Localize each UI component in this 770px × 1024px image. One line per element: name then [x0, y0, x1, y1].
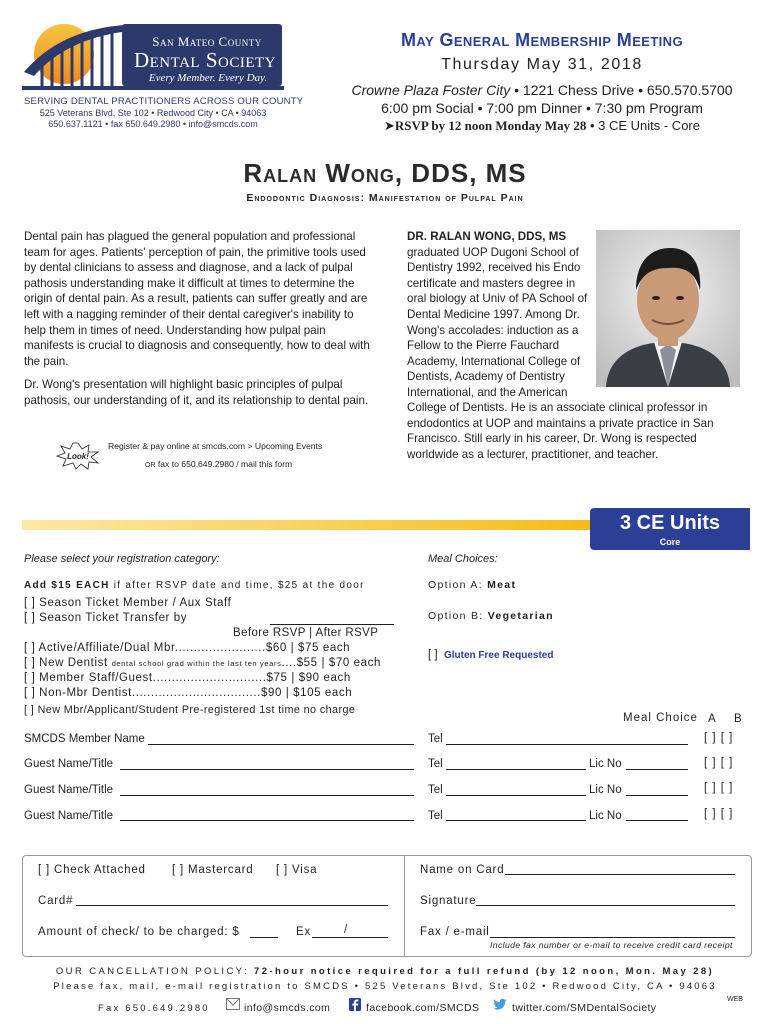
card-number-input[interactable]: [76, 905, 388, 906]
check-attached-option[interactable]: [ ] Check Attached: [38, 864, 146, 876]
lic-input[interactable]: [626, 795, 688, 796]
gluten-free-option[interactable]: [428, 649, 553, 661]
option-note: 1st time no charge: [255, 704, 356, 716]
guest-name-label: Guest Name/Title: [24, 784, 114, 796]
tel-label: Tel: [428, 733, 443, 745]
rsvp-deadline: RSVP by 12 noon Monday May 28: [394, 118, 587, 133]
cancellation-policy: [0, 966, 770, 977]
tel-input[interactable]: [446, 795, 586, 796]
gluten-checkbox[interactable]: [ ]: [428, 649, 438, 661]
tel-label: Tel: [428, 758, 443, 770]
bio-line: Dentists, Academy of Dentistry: [407, 370, 565, 384]
org-serving: SERVING DENTAL PRACTITIONERS ACROSS OUR COUNTY: [24, 96, 304, 107]
tel-label: Tel: [428, 784, 443, 796]
bio-line: International, and the American: [407, 385, 568, 399]
venue-details: • 1221 Chess Drive • 650.570.5700: [510, 82, 733, 98]
lic-label: Lic No: [589, 784, 622, 796]
register-fax: [145, 459, 292, 469]
divider-band: [22, 520, 619, 530]
tel-input[interactable]: [446, 769, 586, 770]
facebook-icon: [349, 998, 361, 1011]
amount-input[interactable]: [250, 937, 278, 938]
meal-col-b: B: [734, 713, 742, 725]
meeting-title: May General Membership Meeting: [401, 30, 683, 50]
option-qualifier: dental school grad within the last ten years: [111, 659, 282, 668]
register-or: OR: [145, 462, 156, 469]
late-fee-rest: if after RSVP date and time, $25 at the door: [109, 580, 365, 591]
option-b-value: Vegetarian: [487, 610, 554, 622]
card-number-label: Card#: [38, 895, 74, 907]
register-fax-text: fax to 650.649.2980 / mail this form: [155, 459, 293, 469]
mail-instructions: Please fax, mail, e-mail registration to SMCDS • 525 Veterans Blvd, Ste 102 • Redwood City, CA • 94063: [53, 981, 717, 992]
footer-twitter[interactable]: twitter.com/SMDentalSociety: [512, 1002, 657, 1014]
policy-label: OUR CANCELLATION POLICY:: [55, 966, 255, 977]
option-label: [ ] New Dentist: [24, 657, 112, 669]
season-transfer-option[interactable]: [ ] Season Ticket Transfer by: [24, 612, 188, 624]
meeting-date: Thursday May 31, 2018: [441, 56, 643, 73]
meeting-venue: [330, 82, 754, 98]
late-fee-note: [24, 580, 365, 591]
option-a-label: Option A:: [428, 579, 488, 591]
meal-checkboxes[interactable]: [ ] [ ]: [704, 782, 734, 794]
venue-place: Crowne Plaza Foster City: [351, 82, 511, 98]
category-new-member[interactable]: [24, 704, 355, 716]
meal-option-a: [428, 579, 516, 591]
lic-label: Lic No: [589, 758, 622, 770]
speaker-name: Ralan Wong, DDS, MS: [243, 158, 527, 188]
footer-facebook[interactable]: facebook.com/SMCDS: [366, 1002, 480, 1014]
talk-topic: Endodontic Diagnosis: Manifestation of Pulpal Pain: [246, 192, 524, 204]
option-price: $60 | $75 each: [265, 642, 351, 654]
tel-label: Tel: [428, 810, 443, 822]
category-non-member[interactable]: [24, 687, 352, 699]
option-a-value: Meat: [487, 579, 517, 591]
signature-input[interactable]: [476, 905, 735, 906]
arrow-icon: ➤: [384, 118, 395, 133]
option-b-label: Option B:: [428, 610, 488, 622]
ce-badge-type: Core: [659, 537, 681, 547]
bio-continued: College of Dentists. He is an associate clinical professor in endodontics at UOP and maintains a private practice in San Francisco. Still early in his career, Dr. Wong is respected worldwide as a lecturer, practitioner, and teacher.: [407, 401, 714, 461]
signature-label: Signature: [420, 895, 477, 907]
org-name-line1: San Mateo County: [152, 34, 262, 49]
guest-name-input[interactable]: [120, 820, 414, 821]
bio-line: Fellow to the Pierre Fauchard: [407, 339, 560, 353]
option-label: [ ] Active/Affiliate/Dual Mbr: [24, 642, 175, 654]
guest-name-label: Guest Name/Title: [24, 810, 114, 822]
payment-divider: [404, 855, 405, 957]
meal-col-a: A: [708, 713, 716, 725]
season-member-option[interactable]: [ ] Season Ticket Member / Aux Staff: [24, 597, 232, 609]
late-fee-bold: Add $15 EACH: [24, 580, 110, 591]
org-tagline: Every Member. Every Day.: [148, 72, 268, 84]
name-on-card-label: Name on Card: [420, 864, 505, 876]
bio-name: DR. RALAN WONG, DDS, MS: [407, 230, 567, 243]
expiry-input[interactable]: [312, 937, 388, 938]
ce-badge-units: 3 CE Units: [619, 512, 721, 534]
fax-email-label: Fax / e-mail: [420, 926, 490, 938]
member-name-input[interactable]: [148, 744, 414, 745]
lic-input[interactable]: [626, 769, 688, 770]
footer-email[interactable]: info@smcds.com: [244, 1002, 331, 1014]
receipt-note: Include fax number or e-mail to receive credit card receipt: [490, 940, 733, 950]
bio-line: Dentistry 1992, received his Endo: [407, 261, 581, 275]
option-price: $90 | $105 each: [260, 687, 353, 699]
member-name-label: SMCDS Member Name: [24, 733, 145, 745]
policy-terms: 72-hour notice required for a full refund (by 12 noon, Mon. May 28): [254, 966, 715, 977]
meal-checkboxes[interactable]: [ ] [ ]: [704, 732, 734, 744]
org-address: 525 Veterans Blvd, Ste 102 • Redwood City • CA • 94063: [39, 108, 267, 118]
bio-line: graduated UOP Dugoni School of: [407, 245, 579, 259]
leader-dots: ..................................: [131, 687, 261, 699]
meal-option-b: [428, 610, 554, 622]
org-name-line2: Dental Society: [133, 48, 277, 72]
price-header: Before RSVP | After RSVP: [233, 627, 379, 639]
category-new-dentist[interactable]: [24, 657, 381, 669]
look-label: Look!: [67, 452, 89, 461]
ce-note: • 3 CE Units - Core: [586, 118, 700, 133]
web-tag: WEB: [727, 996, 743, 1003]
bio-line: oral biology at Univ of PA School of: [407, 292, 588, 306]
tel-input[interactable]: [446, 820, 586, 821]
option-label: [ ] Non-Mbr Dentist: [24, 687, 132, 699]
footer-fax: Fax 650.649.2980: [98, 1003, 210, 1014]
speaker-bio: [407, 229, 589, 401]
transfer-name-line[interactable]: [270, 624, 394, 625]
option-label: [ ] New Mbr/Applicant/Student Pre-registered: [24, 704, 256, 716]
twitter-icon: [493, 998, 507, 1011]
category-staff-guest[interactable]: [24, 672, 351, 684]
meal-choices-label: Meal Choices:: [428, 553, 498, 565]
meal-checkboxes[interactable]: [ ] [ ]: [704, 808, 734, 820]
guest-name-label: Guest Name/Title: [24, 758, 114, 770]
abstract-paragraph-2: Dr. Wong's presentation will highlight basic principles of pulpal pathosis, our understanding of it, and its relationship to dental pain.: [24, 378, 369, 407]
lic-label: Lic No: [589, 810, 622, 822]
expiry-label: Ex: [296, 926, 312, 938]
look-burst-icon: [56, 442, 100, 470]
bio-line: Dental Medicine 1997. Among Dr.: [407, 307, 580, 321]
leader-dots: ..............................: [152, 672, 267, 684]
amount-label: Amount of check/ to be charged: $: [38, 926, 240, 938]
category-active[interactable]: [24, 642, 350, 654]
guest-name-input[interactable]: [120, 795, 414, 796]
meeting-rsvp: [330, 118, 754, 134]
bio-line: Academy, International College of: [407, 354, 581, 368]
name-on-card-input[interactable]: [505, 874, 735, 875]
register-online[interactable]: Register & pay online at smcds.com > Upcoming Events: [108, 441, 323, 451]
option-price: $55 | $70 each: [296, 657, 381, 669]
lic-input[interactable]: [626, 820, 688, 821]
leader-dots: ........................: [174, 642, 266, 654]
fax-email-input[interactable]: [490, 937, 735, 938]
guest-name-input[interactable]: [120, 769, 414, 770]
option-label: [ ] Member Staff/Guest: [24, 672, 153, 684]
option-price: $75 | $90 each: [266, 672, 351, 684]
visa-option[interactable]: [ ] Visa: [276, 864, 318, 876]
gluten-label: Gluten Free Requested: [443, 650, 554, 661]
meeting-times: 6:00 pm Social • 7:00 pm Dinner • 7:30 pm Program: [381, 100, 703, 116]
bio-line: Wong's accolades: induction as a: [407, 323, 579, 337]
meal-choice-header: Meal Choice: [623, 712, 698, 724]
speaker-photo: [596, 230, 740, 387]
meal-checkboxes[interactable]: [ ] [ ]: [704, 757, 734, 769]
abstract-paragraph-1: Dental pain has plagued the general population and professional team for ages. Patients' perception of pain, the primitive tools used by dental clinicians to assess and diagnose, and a lack of pulpal pathosis understanding make it difficult at times to determine the origin of dental pain. As a result, patients can suffer greatly and are left with a nagging reminder of their dental caregiver's inability to help them in times of need. Understanding how pulpal pain manifests is crucial to diagnosis and consequently, how to deal with the pain.: [24, 230, 370, 368]
email-icon: [226, 998, 240, 1010]
select-category-label: Please select your registration category:: [24, 553, 220, 565]
leader-dots: ....: [281, 657, 297, 669]
mastercard-option[interactable]: [ ] Mastercard: [172, 864, 254, 876]
expiry-slash: /: [344, 924, 348, 936]
org-contact: 650.637.1121 • fax 650.649.2980 • info@smcds.com: [48, 119, 258, 129]
bio-line: certificate and masters degree in: [407, 276, 576, 290]
tel-input[interactable]: [446, 744, 688, 745]
